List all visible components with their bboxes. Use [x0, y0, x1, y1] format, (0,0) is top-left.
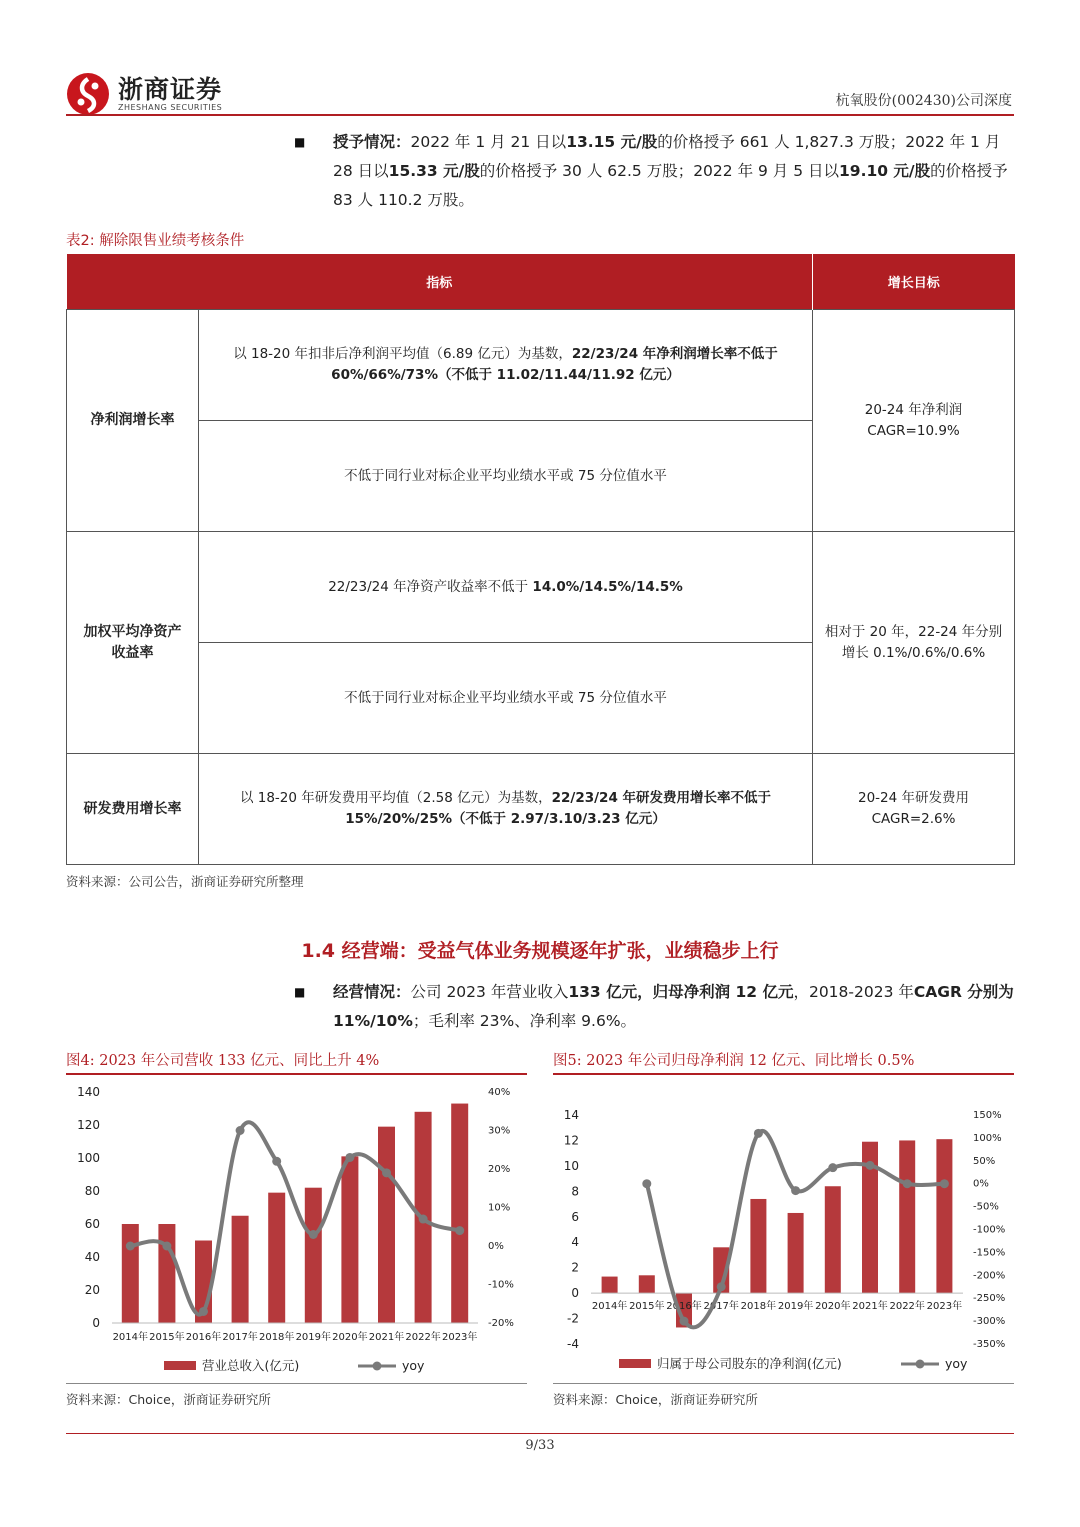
left-axis-tick: 0 — [92, 1316, 100, 1330]
category-label: 2021年 — [368, 1332, 405, 1343]
right-axis-tick: -250% — [973, 1293, 1006, 1305]
right-axis-tick: 100% — [973, 1132, 1002, 1144]
ops-text-2: ，2018-2023 年 — [793, 983, 914, 1001]
bar — [639, 1275, 655, 1293]
left-axis-tick: 2 — [571, 1260, 579, 1275]
yoy-point — [199, 1307, 208, 1316]
ops-bold-2: CAGR 分别为 11%/10% — [333, 983, 1014, 1030]
yoy-point — [680, 1317, 689, 1326]
bar — [936, 1139, 952, 1293]
ops-text-3: ；毛利率 23%、净利率 9.6%。 — [412, 1012, 637, 1030]
yoy-point — [791, 1186, 800, 1195]
row-name: 净利润增长率 — [67, 310, 199, 532]
yoy-point — [345, 1153, 354, 1162]
left-axis-tick: 80 — [84, 1184, 100, 1198]
category-label: 2015年 — [149, 1332, 185, 1343]
table-header-target: 增长目标 — [813, 254, 1015, 310]
yoy-point — [126, 1242, 135, 1251]
left-axis-tick: 140 — [77, 1085, 100, 1099]
bar — [788, 1213, 804, 1293]
right-axis-tick: 0% — [973, 1178, 989, 1190]
yoy-point — [903, 1179, 912, 1188]
left-axis-tick: 0 — [571, 1286, 579, 1301]
bar — [268, 1193, 285, 1323]
bar — [341, 1156, 358, 1323]
left-axis-tick: 10 — [563, 1158, 579, 1173]
logo-subtext: ZHESHANG SECURITIES — [118, 103, 223, 112]
operations-paragraph — [333, 978, 1014, 1036]
condition-text: 以 18-20 年扣非后净利润平均值（6.89 亿元）为基数， — [233, 346, 572, 362]
right-axis-tick: -100% — [973, 1224, 1006, 1236]
legend-bar-swatch — [164, 1361, 196, 1370]
condition-cell — [199, 310, 813, 421]
category-label: 2023年 — [926, 1301, 963, 1312]
bar — [122, 1224, 139, 1323]
yoy-point — [236, 1126, 245, 1135]
right-axis-tick: -150% — [973, 1247, 1006, 1259]
bar — [378, 1127, 395, 1323]
category-label: 2014年 — [591, 1301, 628, 1312]
right-axis-tick: 150% — [973, 1110, 1002, 1121]
right-axis-tick: 0% — [488, 1241, 504, 1252]
figure-caption: 图4: 2023 年公司营收 133 亿元、同比上升 4% — [66, 1053, 380, 1069]
legend-bar-swatch — [619, 1359, 651, 1368]
legend-line-marker — [373, 1362, 382, 1371]
ops-bold-1: 133 亿元，归母净利润 12 亿元 — [568, 983, 794, 1001]
grant-label: 授予情况： — [333, 133, 411, 151]
right-axis-tick: -200% — [973, 1270, 1006, 1282]
bar — [602, 1277, 618, 1294]
yoy-point — [866, 1161, 875, 1170]
bar — [232, 1216, 249, 1323]
figure-divider — [553, 1073, 1014, 1075]
bar — [305, 1188, 322, 1323]
condition-bold-text: 14.0%/14.5%/14.5% — [532, 578, 683, 595]
figure-caption: 图5: 2023 年公司归母净利润 12 亿元、同比增长 0.5% — [553, 1053, 915, 1069]
left-axis-tick: 60 — [84, 1217, 100, 1231]
performance-conditions-table — [66, 254, 1015, 865]
category-label: 2019年 — [777, 1301, 814, 1312]
bar — [825, 1186, 841, 1293]
yoy-point — [382, 1168, 391, 1177]
yoy-point — [272, 1157, 281, 1166]
left-axis-tick: 100 — [77, 1151, 100, 1165]
row-name: 研发费用增长率 — [67, 754, 199, 865]
category-label: 2014年 — [112, 1332, 149, 1343]
left-axis-tick: 6 — [571, 1209, 579, 1224]
target-cell: 相对于 20 年，22-24 年分别增长 0.1%/0.6%/0.6% — [813, 532, 1015, 754]
row-name: 加权平均净资产收益率 — [67, 532, 199, 754]
net-profit-chart — [553, 1078, 1014, 1378]
condition-text: 以 18-20 年研发费用平均值（2.58 亿元）为基数， — [239, 790, 552, 806]
category-label: 2016年 — [666, 1301, 702, 1312]
yoy-line — [130, 1122, 459, 1314]
legend-line-label: yoy — [945, 1356, 968, 1371]
right-axis-tick: 30% — [488, 1125, 511, 1137]
right-axis-tick: 40% — [488, 1087, 511, 1098]
figure-divider — [553, 1383, 1014, 1384]
grant-text-2: 的价格授予 661 人 1,827.3 万股；2022 年 1 月 28 日以 — [333, 133, 1001, 180]
yoy-point — [162, 1242, 171, 1251]
left-axis-tick: 12 — [563, 1133, 579, 1148]
grant-price-2: 15.33 元/股 — [388, 162, 480, 180]
logo-mark-icon — [66, 72, 110, 116]
legend-bar-label: 归属于母公司股东的净利润(亿元) — [657, 1356, 842, 1371]
category-label: 2021年 — [852, 1301, 888, 1312]
figure-divider — [66, 1383, 527, 1384]
category-label: 2022年 — [405, 1332, 441, 1343]
document-title: 杭氧股份(002430)公司深度 — [835, 93, 1012, 109]
figure-source: 资料来源：Choice，浙商证券研究所 — [553, 1392, 758, 1407]
right-axis-tick: 20% — [488, 1164, 511, 1175]
category-label: 2017年 — [703, 1301, 739, 1312]
condition-cell — [199, 754, 813, 865]
table-row — [67, 754, 1015, 865]
yoy-point — [309, 1230, 318, 1239]
right-axis-tick: -350% — [973, 1339, 1006, 1350]
left-axis-tick: 8 — [571, 1184, 579, 1199]
grant-price-3: 19.10 元/股 — [839, 162, 931, 180]
category-label: 2020年 — [815, 1301, 851, 1312]
grant-price-1: 13.15 元/股 — [566, 133, 658, 151]
condition-cell: 不低于同行业对标企业平均业绩水平或 75 分位值水平 — [199, 421, 813, 532]
target-cell: 20-24 年净利润 CAGR=10.9% — [813, 310, 1015, 532]
page-number: 9/33 — [525, 1438, 555, 1453]
footer-divider — [66, 1433, 1014, 1434]
header-divider — [66, 114, 1014, 116]
right-axis-tick: 50% — [973, 1155, 996, 1167]
left-axis-tick: 20 — [84, 1283, 100, 1297]
category-label: 2017年 — [222, 1332, 258, 1343]
table-row — [67, 310, 1015, 421]
section-title: 1.4 经营端：受益气体业务规模逐年扩张，业绩稳步上行 — [301, 940, 779, 962]
grant-text-3: 的价格授予 30 人 62.5 万股；2022 年 9 月 5 日以 — [479, 162, 839, 180]
legend-bar-label: 营业总收入(亿元) — [202, 1358, 300, 1373]
revenue-chart — [66, 1078, 527, 1378]
left-axis-tick: -4 — [567, 1337, 579, 1351]
yoy-point — [419, 1215, 428, 1224]
left-axis-tick: 4 — [571, 1235, 579, 1250]
condition-text: 22/23/24 年净资产收益率不低于 — [328, 578, 533, 595]
category-label: 2019年 — [295, 1332, 332, 1343]
right-axis-tick: -20% — [488, 1318, 514, 1329]
left-axis-tick: 40 — [84, 1250, 100, 1264]
logo-text: 浙商证券 — [118, 75, 223, 104]
condition-cell — [199, 532, 813, 643]
table-source: 资料来源：公司公告，浙商证券研究所整理 — [66, 874, 304, 889]
condition-cell: 不低于同行业对标企业平均业绩水平或 75 分位值水平 — [199, 643, 813, 754]
grant-text-1: 2022 年 1 月 21 日以 — [410, 133, 567, 151]
category-label: 2018年 — [740, 1301, 777, 1312]
category-label: 2018年 — [258, 1332, 295, 1343]
figure-divider — [66, 1073, 527, 1075]
left-axis-tick: 120 — [77, 1118, 100, 1132]
ops-label: 经营情况： — [333, 983, 411, 1001]
yoy-point — [455, 1226, 464, 1235]
yoy-point — [940, 1179, 949, 1188]
legend-line-marker — [916, 1360, 925, 1369]
right-axis-tick: -10% — [488, 1279, 514, 1291]
bar — [750, 1199, 766, 1293]
bar — [899, 1140, 915, 1293]
category-label: 2015年 — [629, 1301, 665, 1312]
category-label: 2020年 — [332, 1332, 368, 1343]
yoy-point — [717, 1282, 726, 1291]
left-axis-tick: 14 — [563, 1108, 579, 1122]
grant-text-4: 的价格授予 83 人 110.2 万股。 — [333, 162, 1008, 209]
category-label: 2022年 — [889, 1301, 925, 1312]
bullet-icon: ■ — [294, 135, 306, 149]
table-row — [67, 532, 1015, 643]
condition-bold-text: 22/23/24 年净利润增长率不低于 60%/66%/73%（不低于 11.02/11.44/11.92 亿元） — [331, 346, 778, 383]
yoy-point — [828, 1163, 837, 1172]
bullet-icon: ■ — [294, 985, 306, 999]
right-axis-tick: 10% — [488, 1202, 511, 1214]
right-axis-tick: -300% — [973, 1316, 1006, 1328]
category-label: 2023年 — [441, 1332, 478, 1343]
right-axis-tick: -50% — [973, 1201, 999, 1213]
target-cell: 20-24 年研发费用 CAGR=2.6% — [813, 754, 1015, 865]
table-caption: 表2: 解除限售业绩考核条件 — [66, 233, 245, 249]
legend-line-label: yoy — [402, 1358, 425, 1373]
figure-source: 资料来源：Choice，浙商证券研究所 — [66, 1392, 271, 1407]
table-header-indicator: 指标 — [67, 254, 813, 310]
ops-text-1: 公司 2023 年营业收入 — [410, 983, 569, 1001]
bar — [451, 1104, 468, 1323]
grant-paragraph — [333, 128, 1014, 215]
condition-bold-text: 22/23/24 年研发费用增长率不低于 15%/20%/25%（不低于 2.97/3.10/3.23 亿元） — [345, 790, 772, 827]
left-axis-tick: -2 — [567, 1311, 579, 1326]
bar — [158, 1224, 175, 1323]
category-label: 2016年 — [185, 1332, 222, 1343]
yoy-point — [642, 1179, 651, 1188]
yoy-point — [754, 1129, 763, 1138]
